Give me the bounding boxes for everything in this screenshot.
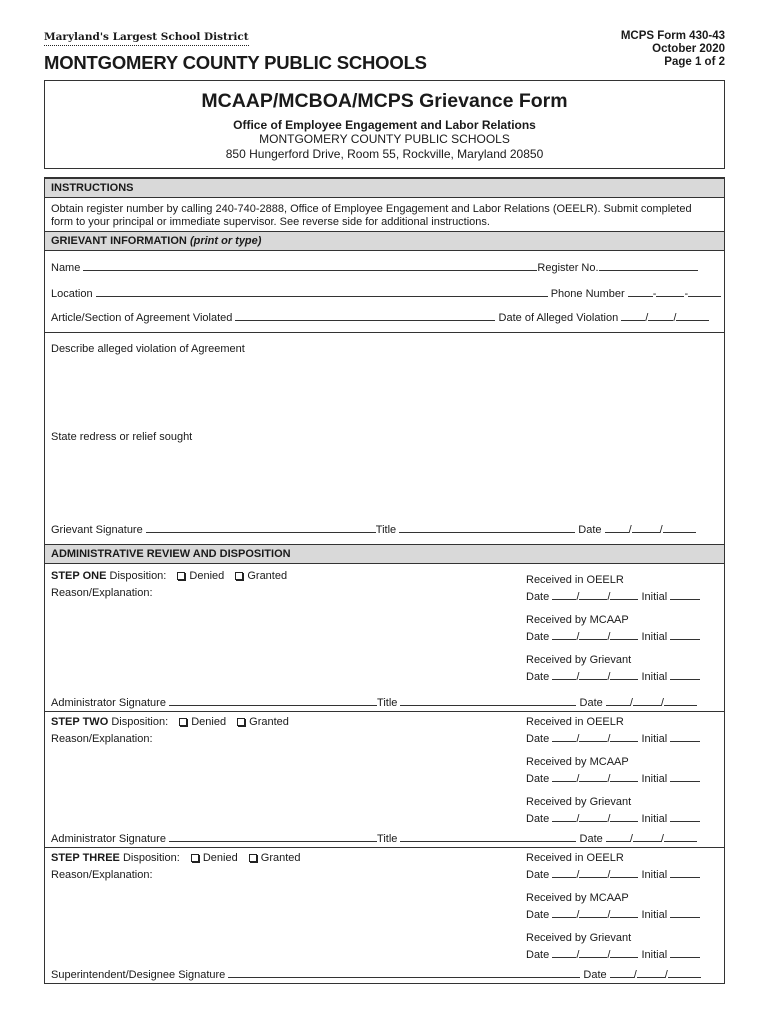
- date-month-field[interactable]: [552, 772, 576, 782]
- date-month-field[interactable]: [552, 908, 576, 918]
- granted-label: Granted: [247, 570, 288, 582]
- grievant-heading: [45, 231, 724, 251]
- grievant-date-year[interactable]: [663, 523, 696, 533]
- received-oeelr-label: Received in OEELR: [526, 852, 624, 864]
- date-day-field[interactable]: [579, 812, 607, 822]
- describe-label: Describe alleged violation of Agreement: [51, 343, 245, 355]
- initial-label: Initial: [641, 591, 668, 603]
- initial-label: Initial: [641, 813, 668, 825]
- date-label: Date: [526, 909, 550, 921]
- initial-field[interactable]: [670, 868, 700, 878]
- grievant-date-day[interactable]: [632, 523, 660, 533]
- initial-field[interactable]: [670, 908, 700, 918]
- initial-field[interactable]: [670, 772, 700, 782]
- location-field[interactable]: [96, 287, 548, 297]
- date-label: Date: [579, 697, 603, 709]
- date-month-field[interactable]: [606, 832, 630, 842]
- date-day-field[interactable]: [633, 832, 661, 842]
- location-row: [51, 287, 721, 300]
- date-label: Date: [526, 631, 550, 643]
- initial-field[interactable]: [670, 590, 700, 600]
- step-three-signature-row: Superintendent/Designee Signature Date / /: [51, 968, 701, 981]
- date-label: Date: [526, 591, 550, 603]
- redress-field[interactable]: [45, 448, 724, 518]
- instructions-heading: [45, 178, 724, 198]
- date-day-field[interactable]: [579, 948, 607, 958]
- step-two-label: STEP TWO: [51, 716, 109, 728]
- date-label: Date: [583, 969, 607, 981]
- alleged-month-field[interactable]: [621, 311, 645, 321]
- disposition-label: Disposition:: [122, 852, 180, 864]
- step-one-label: STEP ONE: [51, 570, 107, 582]
- district-tagline: Maryland's Largest School District: [44, 31, 249, 46]
- initial-field[interactable]: [670, 812, 700, 822]
- step-two-disposition: [51, 716, 289, 728]
- step-three-granted-checkbox[interactable]: [249, 854, 257, 862]
- initial-field[interactable]: [670, 948, 700, 958]
- register-field[interactable]: [599, 261, 698, 271]
- date-label: Date: [526, 733, 550, 745]
- date-year-field[interactable]: [610, 812, 638, 822]
- date-label: Date: [526, 671, 550, 683]
- article-row: [51, 311, 709, 324]
- date-year-field[interactable]: [610, 630, 638, 640]
- denied-label: Denied: [202, 852, 238, 864]
- date-sep: /: [673, 312, 677, 324]
- date-day-field[interactable]: [637, 968, 665, 978]
- date-year-field[interactable]: [610, 908, 638, 918]
- grievant-heading-note: (print or type): [189, 235, 262, 247]
- received-grievant-label: Received by Grievant: [526, 654, 632, 666]
- title-label: Title: [375, 524, 397, 536]
- step-two-title-field[interactable]: [400, 832, 576, 842]
- grievant-signature-row: [51, 523, 696, 536]
- instructions-heading-text: INSTRUCTIONS: [51, 182, 134, 194]
- date-sep: /: [645, 312, 649, 324]
- address-line: 850 Hungerford Drive, Room 55, Rockville, Maryland 20850: [225, 147, 544, 161]
- grievant-signature-field[interactable]: [146, 523, 376, 533]
- initial-label: Initial: [641, 869, 668, 881]
- date-day-field[interactable]: [579, 772, 607, 782]
- describe-field[interactable]: [45, 360, 724, 430]
- date-year-field[interactable]: [610, 772, 638, 782]
- phone-prefix-field[interactable]: [656, 287, 684, 297]
- date-month-field[interactable]: [552, 590, 576, 600]
- date-label: Date: [526, 869, 550, 881]
- initial-label: Initial: [641, 733, 668, 745]
- step-three-denied-checkbox[interactable]: [191, 854, 199, 862]
- step-two-receipts: Received in OEELR Date / / Initial Received by MCAAP Date / / Initial Received by Grievant Date / / Initial: [526, 714, 700, 828]
- instructions-line-2: form to your principal or immediate supervisor. See reverse side for additional instructions.: [51, 216, 490, 228]
- step-three-reason-label: Reason/Explanation:: [51, 869, 153, 881]
- page-title: MCAAP/MCBOA/MCPS Grievance Form: [201, 90, 568, 112]
- date-label: Date: [579, 833, 603, 845]
- granted-label: Granted: [260, 852, 301, 864]
- initial-label: Initial: [641, 909, 668, 921]
- date-year-field[interactable]: [610, 732, 638, 742]
- date-month-field[interactable]: [610, 968, 634, 978]
- step-two-denied-checkbox[interactable]: [179, 718, 187, 726]
- phone-sep: -: [684, 288, 689, 300]
- date-day-field[interactable]: [579, 732, 607, 742]
- alleged-year-field[interactable]: [676, 311, 709, 321]
- step-one-reason-field[interactable]: [45, 602, 515, 692]
- date-day-field[interactable]: [579, 630, 607, 640]
- date-year-field[interactable]: [664, 696, 697, 706]
- date-month-field[interactable]: [552, 670, 576, 680]
- grievant-title-field[interactable]: [399, 523, 575, 533]
- step-two-signature-row: Administrator Signature Title Date / /: [51, 832, 697, 845]
- alleged-day-field[interactable]: [648, 311, 673, 321]
- initial-label: Initial: [641, 671, 668, 683]
- initial-label: Initial: [641, 773, 668, 785]
- step-one-granted-checkbox[interactable]: [235, 572, 243, 580]
- title-block: [44, 80, 725, 169]
- date-month-field[interactable]: [606, 696, 630, 706]
- phone-label: Phone Number: [550, 288, 625, 300]
- date-year-field[interactable]: [610, 670, 638, 680]
- office-name: Office of Employee Engagement and Labor Relations: [233, 118, 536, 132]
- date-month-field[interactable]: [552, 732, 576, 742]
- date-day-field[interactable]: [633, 696, 661, 706]
- received-mcaap-label: Received by MCAAP: [526, 614, 629, 626]
- divider: [45, 711, 724, 712]
- received-grievant-label: Received by Grievant: [526, 932, 632, 944]
- received-oeelr-label: Received in OEELR: [526, 716, 624, 728]
- date-year-field[interactable]: [668, 968, 701, 978]
- step-one-admin-signature-field[interactable]: [169, 696, 377, 706]
- date-label: Date: [526, 949, 550, 961]
- denied-label: Denied: [191, 716, 227, 728]
- admin-signature-label: Administrator Signature: [51, 697, 166, 709]
- redress-label: State redress or relief sought: [51, 431, 193, 443]
- step-three-label: STEP THREE: [51, 852, 120, 864]
- form-meta: [621, 30, 725, 69]
- admin-heading-text: ADMINISTRATIVE REVIEW AND DISPOSITION: [51, 548, 291, 560]
- admin-heading: [45, 544, 724, 564]
- date-label: Date: [526, 813, 550, 825]
- step-three-receipts: Received in OEELR Date / / Initial Received by MCAAP Date / / Initial Received by Grievant Date / / Initial: [526, 850, 700, 964]
- date-year-field[interactable]: [610, 948, 638, 958]
- step-two-admin-signature-field[interactable]: [169, 832, 377, 842]
- org-name: MONTGOMERY COUNTY PUBLIC SCHOOLS: [44, 52, 427, 73]
- date-sep: /: [628, 524, 632, 536]
- divider: [45, 847, 724, 848]
- phone-sep: -: [652, 288, 657, 300]
- form-date: October 2020: [652, 43, 725, 55]
- disposition-label: Disposition:: [109, 570, 167, 582]
- step-two-reason-field[interactable]: [45, 748, 515, 828]
- step-one-reason-label: Reason/Explanation:: [51, 587, 153, 599]
- title-label: Title: [377, 833, 398, 845]
- step-three-signature-field[interactable]: [228, 968, 580, 978]
- date-month-field[interactable]: [552, 812, 576, 822]
- date-month-field[interactable]: [552, 948, 576, 958]
- grievant-heading-text: GRIEVANT INFORMATION: [51, 235, 187, 247]
- received-mcaap-label: Received by MCAAP: [526, 892, 629, 904]
- date-year-field[interactable]: [610, 868, 638, 878]
- initial-field[interactable]: [670, 670, 700, 680]
- date-year-field[interactable]: [664, 832, 697, 842]
- date-day-field[interactable]: [579, 590, 607, 600]
- step-two-reason-label: Reason/Explanation:: [51, 733, 153, 745]
- page-indicator: Page 1 of 2: [664, 56, 725, 68]
- step-one-title-field[interactable]: [400, 696, 576, 706]
- name-label: Name: [51, 262, 81, 274]
- date-month-field[interactable]: [552, 630, 576, 640]
- alleged-date-label: Date of Alleged Violation: [498, 312, 619, 324]
- initial-field[interactable]: [670, 732, 700, 742]
- date-month-field[interactable]: [552, 868, 576, 878]
- grievant-date-month[interactable]: [605, 523, 629, 533]
- disposition-label: Disposition:: [111, 716, 169, 728]
- initial-label: Initial: [641, 949, 668, 961]
- name-row: [51, 261, 698, 274]
- step-one-signature-row: Administrator Signature Title Date / /: [51, 696, 697, 709]
- form-number: MCPS Form 430-43: [620, 30, 725, 42]
- register-label: Register No.: [537, 262, 599, 274]
- date-day-field[interactable]: [579, 670, 607, 680]
- article-label: Article/Section of Agreement Violated: [51, 312, 233, 324]
- granted-label: Granted: [249, 716, 289, 728]
- date-day-field[interactable]: [579, 868, 607, 878]
- instructions-line-1: Obtain register number by calling 240-740-2888, Office of Employee Engagement and Labor Relations (OEELR). Submit completed: [51, 203, 692, 215]
- divider: [45, 332, 724, 333]
- location-label: Location: [51, 288, 93, 300]
- received-oeelr-label: Received in OEELR: [526, 574, 624, 586]
- step-one-denied-checkbox[interactable]: [177, 572, 185, 580]
- name-field[interactable]: [83, 261, 537, 271]
- step-three-disposition: [51, 852, 301, 864]
- phone-area-field[interactable]: [628, 287, 653, 297]
- phone-line-field[interactable]: [688, 287, 721, 297]
- title-label: Title: [377, 697, 398, 709]
- initial-label: Initial: [641, 631, 668, 643]
- step-two-granted-checkbox[interactable]: [237, 718, 245, 726]
- received-grievant-label: Received by Grievant: [526, 796, 632, 808]
- superintendent-signature-label: Superintendent/Designee Signature: [51, 969, 226, 981]
- received-mcaap-label: Received by MCAAP: [526, 756, 629, 768]
- step-three-reason-field[interactable]: [45, 884, 515, 964]
- article-field[interactable]: [235, 311, 495, 321]
- initial-field[interactable]: [670, 630, 700, 640]
- date-day-field[interactable]: [579, 908, 607, 918]
- org-line: MONTGOMERY COUNTY PUBLIC SCHOOLS: [259, 132, 510, 146]
- denied-label: Denied: [189, 570, 225, 582]
- step-one-disposition: [51, 570, 287, 582]
- date-label: Date: [578, 524, 602, 536]
- admin-signature-label: Administrator Signature: [51, 833, 166, 845]
- date-year-field[interactable]: [610, 590, 638, 600]
- step-one-receipts: Received in OEELR Date / / Initial Received by MCAAP Date / / Initial Received by Grievant Date / / Initial: [526, 572, 700, 686]
- date-label: Date: [526, 773, 550, 785]
- grievant-signature-label: Grievant Signature: [51, 524, 143, 536]
- date-sep: /: [659, 524, 663, 536]
